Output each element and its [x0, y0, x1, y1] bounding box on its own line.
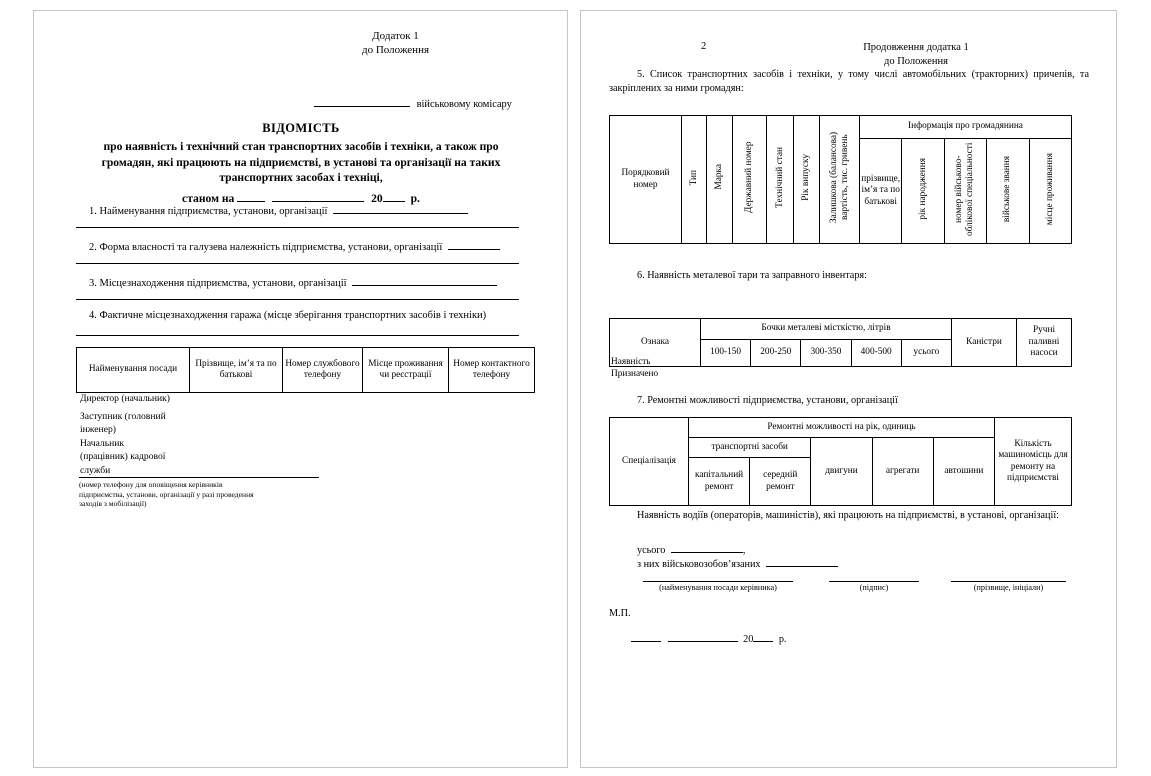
- drivers-total-blank[interactable]: [671, 540, 743, 553]
- col-barrel-300-350: 300-350: [801, 340, 851, 367]
- drivers-liable-line: [637, 554, 838, 570]
- date-year-blank[interactable]: [753, 629, 773, 642]
- containers-rows: [611, 356, 658, 380]
- signature-caption-position: (найменування посади керівника): [659, 583, 777, 592]
- section-5-line2: причепів, та закріплених за ними громадян:: [609, 69, 1089, 94]
- section-5-text: [609, 68, 1089, 96]
- footnote-line-3: заходів з мобілізації): [79, 499, 147, 509]
- group-vehicles: транспортні засоби: [689, 438, 811, 458]
- table-row[interactable]: Начальник: [80, 437, 125, 449]
- page-subtitle-3: транспортних засобах і техніці,: [219, 171, 383, 184]
- col-technical-state: Технічний стан: [767, 116, 794, 244]
- col-barrel-100-150: 100-150: [701, 340, 751, 367]
- date-year: 20: [743, 634, 754, 645]
- item-3-num: 3.: [89, 278, 97, 289]
- item-4-text: Фактичне місцезнаходження гаража (місце зберігання транспортних засобів і техніки): [99, 310, 487, 321]
- item-1-text: Найменування підприємства, установи, організації: [99, 206, 328, 217]
- item-3-underline[interactable]: [76, 299, 519, 300]
- stamp-label: М.П.: [609, 608, 631, 619]
- page-title-block: [56, 121, 546, 206]
- item-1-underline[interactable]: [76, 227, 519, 228]
- col-barrel-200-250: 200-250: [751, 340, 801, 367]
- item-4: [89, 309, 486, 323]
- appendix-label-text: Додаток 1: [372, 30, 419, 42]
- section-5-num: 5.: [637, 69, 645, 80]
- appendix-sub: [34, 43, 567, 57]
- col-aggregates: агрегати: [872, 438, 933, 506]
- col-contact-phone: Номер контактного телефону: [449, 348, 535, 393]
- drivers-paragraph: [609, 509, 1071, 523]
- date-month-blank[interactable]: [668, 629, 738, 642]
- col-hand-pumps: Ручні паливні насоси: [1017, 319, 1072, 367]
- col-office-phone: Номер службового телефону: [283, 348, 363, 393]
- col-engines: двигуни: [811, 438, 872, 506]
- table-row[interactable]: Заступник (головний: [80, 410, 166, 422]
- table-header-row: [77, 348, 535, 393]
- footnote-line-2: підприємства, установи, організації у разі проведення: [79, 489, 254, 499]
- as-of-suffix: р.: [410, 191, 420, 205]
- item-4-underline[interactable]: [76, 335, 519, 336]
- signature-caption-name: (прізвище, ініціали): [973, 583, 1044, 592]
- group-repair-capacity: Ремонтні можливості на рік, одиниць: [689, 418, 995, 438]
- col-state-number: Державний номер: [733, 116, 767, 244]
- repair-group-row: [610, 418, 1072, 438]
- section-5-line1: Список транспортних засобів і техніки, у тому числі автомобільних (тракторних): [649, 69, 1028, 80]
- col-capital-repair: капітальний ремонт: [689, 458, 750, 506]
- as-of-prefix: станом на: [182, 191, 235, 205]
- as-of-year-blank[interactable]: [383, 188, 405, 202]
- footnote: [79, 480, 349, 509]
- col-type: Тип: [682, 116, 707, 244]
- item-2-num: 2.: [89, 242, 97, 253]
- appendix-label: [34, 29, 567, 43]
- item-1-blank[interactable]: [333, 201, 468, 214]
- continuation-label: [781, 41, 1051, 68]
- document-page-2: [580, 10, 1117, 768]
- page-subtitle-1: про наявність і технічний стан транспортних засобів і техніки, а також про: [103, 140, 499, 153]
- drivers-line1: Наявність водіїв (операторів, машиністів), які працюють на підприємстві, в установі,: [637, 510, 1007, 521]
- section-6-text: [637, 269, 1057, 283]
- addressee-blank[interactable]: [314, 95, 410, 107]
- group-citizen-info: Інформація про громадянина: [860, 116, 1072, 139]
- footnote-rule[interactable]: [79, 477, 319, 478]
- addressee-suffix: військовому комісару: [416, 99, 512, 110]
- document-page-1: [33, 10, 568, 768]
- drivers-total-label: усього: [637, 545, 666, 556]
- signature-line-name[interactable]: [951, 581, 1066, 582]
- item-3-blank[interactable]: [352, 273, 497, 286]
- signature-line-sign[interactable]: [829, 581, 919, 582]
- col-barrel-total: усього: [901, 340, 951, 367]
- col-serial-number: Порядковий номер: [610, 116, 682, 244]
- as-of-month-blank[interactable]: [272, 188, 364, 202]
- as-of-year: 20: [371, 191, 383, 205]
- continuation-sub-text: до Положення: [884, 55, 948, 67]
- officials-rows: [80, 392, 280, 477]
- section-7-label: Ремонтні можливості підприємства, установи, організації: [647, 395, 898, 406]
- item-2: [89, 237, 500, 255]
- group-metal-barrels: Бочки металеві місткістю, літрів: [701, 319, 952, 340]
- col-military-rank: військове звання: [987, 139, 1029, 244]
- drivers-line2: організації:: [1009, 510, 1059, 521]
- col-barrel-400-500: 400-500: [851, 340, 901, 367]
- vehicles-group-row: [610, 116, 1072, 139]
- col-residence: Місце проживання чи реєстрації: [363, 348, 449, 393]
- section-6-label: Наявність металевої тари та заправного інвентаря:: [647, 270, 867, 281]
- as-of-day-blank[interactable]: [237, 188, 265, 202]
- col-military-specialty: номер військово-облікової спеціальності: [944, 139, 986, 244]
- col-residence-place: місце проживання: [1029, 139, 1071, 244]
- table-row[interactable]: інженер): [80, 424, 116, 435]
- col-year-made: Рік випуску: [794, 116, 820, 244]
- col-birth-year: рік народження: [902, 139, 944, 244]
- col-fullname: Прізвище, ім’я та по батькові: [190, 348, 283, 393]
- item-2-text: Форма власності та галузева належність підприємства, установи, організації: [99, 242, 443, 253]
- item-2-blank[interactable]: [448, 237, 500, 250]
- col-feature: Ознака: [610, 319, 701, 367]
- col-citizen-fullname: прізвище, ім’я та по батькові: [860, 139, 902, 244]
- col-brand: Марка: [707, 116, 733, 244]
- item-4-num: 4.: [89, 310, 97, 321]
- section-7-num: 7.: [637, 395, 645, 406]
- section-7-text: [637, 394, 1057, 408]
- continuation-label-text: Продовження додатка 1: [863, 42, 969, 53]
- addressee-line: [314, 95, 512, 110]
- item-1: [89, 201, 468, 219]
- drivers-liable-blank[interactable]: [766, 554, 838, 567]
- signature-caption-sign: (підпис): [859, 583, 889, 592]
- col-residual-value: Залишкова (балансова) вартість, тис. гривень: [820, 116, 860, 244]
- date-line: [631, 629, 786, 645]
- date-day-blank[interactable]: [631, 629, 661, 642]
- col-medium-repair: середній ремонт: [750, 458, 811, 506]
- table-row[interactable]: Наявність: [611, 357, 651, 367]
- drivers-liable-label: з них військовозобов’язаних: [637, 559, 761, 570]
- section-6-num: 6.: [637, 270, 645, 281]
- item-3: [89, 273, 497, 291]
- page-title: ВІДОМІСТЬ: [262, 121, 340, 135]
- officials-table: [76, 347, 535, 393]
- appendix-sub-text: до Положення: [361, 44, 430, 56]
- containers-table: [609, 318, 1072, 367]
- table-row[interactable]: Призначено: [611, 369, 659, 379]
- col-tires: автошини: [933, 438, 994, 506]
- table-row[interactable]: (працівник) кадрової: [80, 451, 166, 462]
- item-1-num: 1.: [89, 206, 97, 217]
- col-position: Найменування посади: [77, 348, 190, 393]
- col-repair-places: Кількість машиномісць для ремонту на підприємстві: [995, 418, 1072, 506]
- signature-line-position[interactable]: [643, 581, 793, 582]
- page-subtitle-2: громадян, які працюють на підприємстві, в установі та організації на таких: [101, 155, 501, 169]
- table-row[interactable]: служби: [80, 464, 111, 476]
- page-number: 2: [701, 41, 707, 52]
- vehicles-table: [609, 115, 1072, 244]
- item-3-text: Місцезнаходження підприємства, установи, організації: [99, 278, 347, 289]
- repair-table: [609, 417, 1072, 506]
- containers-group-row: [610, 319, 1072, 340]
- footnote-line-1: (номер телефону для оповіщення керівників: [79, 480, 223, 489]
- drivers-total-suffix: ,: [742, 545, 746, 556]
- item-2-underline[interactable]: [76, 263, 519, 264]
- table-row[interactable]: Директор (начальник): [80, 393, 170, 404]
- date-suffix: р.: [778, 634, 787, 645]
- col-specialization: Спеціалізація: [610, 418, 689, 506]
- col-canisters: Каністри: [952, 319, 1017, 367]
